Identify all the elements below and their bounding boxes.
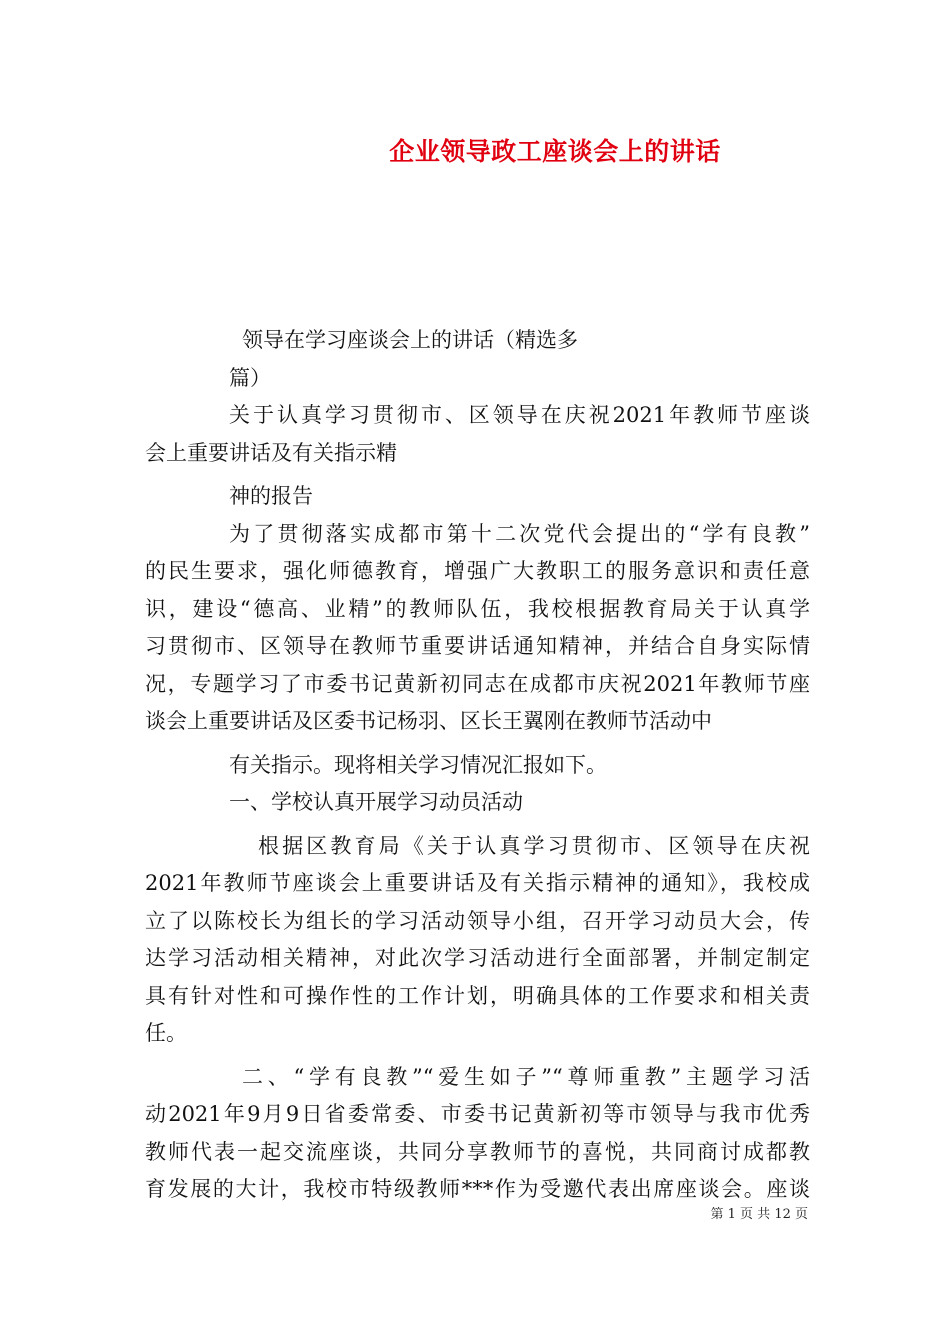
body-line: 育发展的大计，我校市特级教师***作为受邀代表出席座谈会。座谈 <box>145 1177 810 1201</box>
body-line: 关于认真学习贯彻市、区领导在庆祝2021年教师节座谈 <box>229 403 810 427</box>
body-line: 篇） <box>229 365 271 390</box>
body-line: 具有针对性和可操作性的工作计划，明确具体的工作要求和相关责 <box>145 983 810 1008</box>
body-line: 的民生要求，强化师德教育，增强广大教职工的服务意识和责任意 <box>145 559 810 583</box>
body-line: 一、学校认真开展学习动员活动 <box>229 790 523 814</box>
body-line: 有关指示。现将相关学习情况汇报如下。 <box>229 752 607 777</box>
body-line: 动2021年9月9日省委常委、市委书记黄新初等市领导与我市优秀 <box>145 1102 810 1126</box>
body-line: 2021年教师节座谈会上重要讲话及有关指示精神的通知》，我校成 <box>145 871 810 895</box>
body-line: 立了以陈校长为组长的学习活动领导小组，召开学习动员大会，传 <box>145 908 810 933</box>
page-number-footer: 第 1 页 共 12 页 <box>710 1207 808 1222</box>
body-line: 况，专题学习了市委书记黄新初同志在成都市庆祝2021年教师节座 <box>145 671 810 696</box>
body-line: 二、“学有良教”“爱生如子”“尊师重教”主题学习活 <box>242 1064 810 1089</box>
body-line: 教师代表一起交流座谈，共同分享教师节的喜悦，共同商讨成都教 <box>145 1139 810 1164</box>
body-line: 领导在学习座谈会上的讲话（精选多 <box>242 328 578 352</box>
body-line: 任。 <box>145 1021 187 1045</box>
body-line: 神的报告 <box>229 484 313 508</box>
body-line: 习贯彻市、区领导在教师节重要讲话通知精神，并结合自身实际情 <box>145 634 810 658</box>
body-line: 根据区教育局《关于认真学习贯彻市、区领导在庆祝 <box>258 833 810 858</box>
body-line: 为了贯彻落实成都市第十二次党代会提出的“学有良教” <box>229 521 810 546</box>
body-line: 识，建设“德高、业精”的教师队伍，我校根据教育局关于认真学 <box>145 596 810 621</box>
body-line: 达学习活动相关精神，对此次学习活动进行全面部署，并制定制定 <box>145 946 810 970</box>
document-title: 企业领导政工座谈会上的讲话 <box>389 137 721 166</box>
document-body <box>145 322 810 1209</box>
body-line: 会上重要讲话及有关指示精 <box>145 440 397 465</box>
body-line: 谈会上重要讲话及区委书记杨羽、区长王翼刚在教师节活动中 <box>145 709 712 733</box>
